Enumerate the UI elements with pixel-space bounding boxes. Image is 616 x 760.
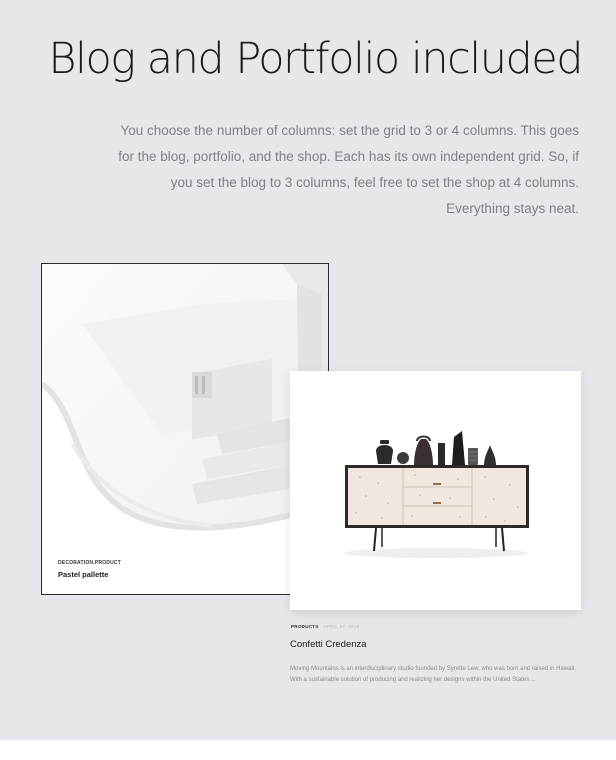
post-title[interactable]: Confetti Credenza xyxy=(290,639,367,650)
staircase-image xyxy=(42,264,328,594)
post-meta xyxy=(291,624,359,629)
portfolio-title[interactable]: Pastel pallette xyxy=(58,570,109,579)
credenza-image xyxy=(290,371,581,610)
post-date: APRIL 27, 2016 xyxy=(323,624,360,629)
section-title: Blog and Portfolio included xyxy=(48,34,582,84)
portfolio-card[interactable] xyxy=(41,263,329,595)
blog-post-image[interactable] xyxy=(290,371,581,610)
section-description: You choose the number of columns: set the grid to 3 or 4 columns. This goes for the blog, portfolio, and the shop. Each has its own independent grid. So, if you set the blog to 3 columns, feel free to set the shop at 4 columns. Everything stays neat. xyxy=(118,123,579,216)
post-category[interactable]: PRODUCTS xyxy=(291,624,319,629)
portfolio-categories[interactable]: DECORATION,PRODUCT xyxy=(58,560,121,566)
post-excerpt: Moving Mountains is an interdisciplinary studio founded by Syrette Lew, who was born and raised in Hawaii. With a sustainable solution of producing and realizing her designs within the United States ... xyxy=(290,666,576,683)
